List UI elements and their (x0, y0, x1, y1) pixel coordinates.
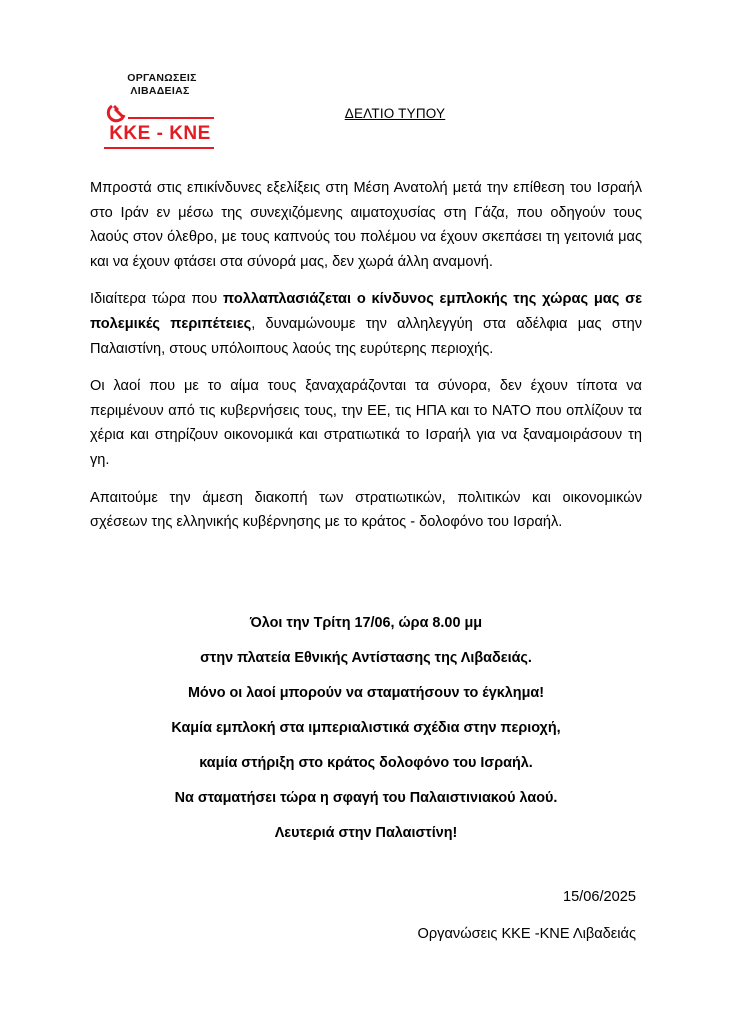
paragraph-2-emphasis: πολλαπλασιάζεται ο κίνδυνος εμπλοκής της χώρας μας σε πολεμικές περιπέτειες (90, 291, 642, 332)
call-line-3: Μόνο οι λαοί μπορούν να σταματήσουν το έγκλημα! (187, 685, 545, 701)
document-signature: Οργανώσεις ΚΚΕ -ΚΝΕ Λιβαδειάς (417, 926, 636, 942)
call-line-4: Καμία εμπλοκή στα ιμπεριαλιστικά σχέδια στην περιοχή, (171, 720, 561, 736)
logo-bar-top (128, 117, 214, 119)
logo-name: ΚΚΕ - ΚΝΕ (109, 123, 211, 144)
call-line-1: Όλοι την Τρίτη 17/06, ώρα 8.00 μμ (249, 615, 483, 631)
call-line-7: Λευτεριά στην Παλαιστίνη! (274, 825, 458, 841)
logo-line-organizations: ΟΡΓΑΝΩΣΕΙΣ (127, 72, 197, 84)
kke-kne-logo (104, 72, 216, 144)
call-line-6: Να σταματήσει τώρα η σφαγή του Παλαιστινιακού λαού. (174, 790, 558, 806)
paragraph-4: Απαιτούμε την άμεση διακοπή των στρατιωτικών, πολιτικών και οικονομικών σχέσεων της ελληνικής κυβέρνησης με το κράτος - δολοφόνο του Ισραήλ. (90, 489, 642, 531)
paragraph-2-start: Ιδιαίτερα τώρα που (90, 291, 224, 308)
call-to-action (90, 606, 642, 851)
paragraph-2-end: , δυναμώνουμε την αλληλεγγύη στα αδέλφια μας στην Παλαιστίνη, στους υπόλοιπους λαούς της ευρύτερης περιοχής. (90, 315, 643, 357)
paragraph-2 (90, 287, 642, 361)
logo-bar-bottom (104, 147, 214, 149)
paragraph-1: Μπροστά στις επικίνδυνες εξελίξεις στη Μέση Ανατολή μετά την επίθεση του Ισραήλ στο Ιράν εν μέσω της συνεχιζόμενης αιματοχυσίας στη Γάζα, που οδηγούν τους λαούς στον όλεθρο, με τους καπνούς του πολέμου να έχουν σκεπάσει τη γειτονιά μας και να έχουν φτάσει στα σύνορά μας, δεν χωρά άλλη αναμονή. (90, 180, 642, 270)
logo-line-livadeia: ΛΙΒΑΔΕΙΑΣ (130, 85, 190, 97)
call-line-2: στην πλατεία Εθνικής Αντίστασης της Λιβαδειάς. (200, 650, 532, 666)
document-date: 15/06/2025 (562, 889, 636, 905)
document-title: ΔΕΛΤΙΟ ΤΥΠΟΥ (344, 106, 446, 121)
hammer-sickle-icon (106, 102, 128, 124)
document-body (90, 176, 642, 548)
paragraph-3: Οι λαοί που με το αίμα τους ξαναχαράζονται τα σύνορα, δεν έχουν τίποτα να περιμένουν από τις κυβερνήσεις τους, την ΕΕ, τις ΗΠΑ και το ΝΑΤΟ που οπλίζουν τα χέρια και στηρίζουν οικονομικά και στρατιωτικά το Ισραήλ για να ξαναμοιράσουν τη γη. (90, 378, 642, 468)
call-line-5: καμία στήριξη στο κράτος δολοφόνο του Ισραήλ. (199, 755, 533, 771)
